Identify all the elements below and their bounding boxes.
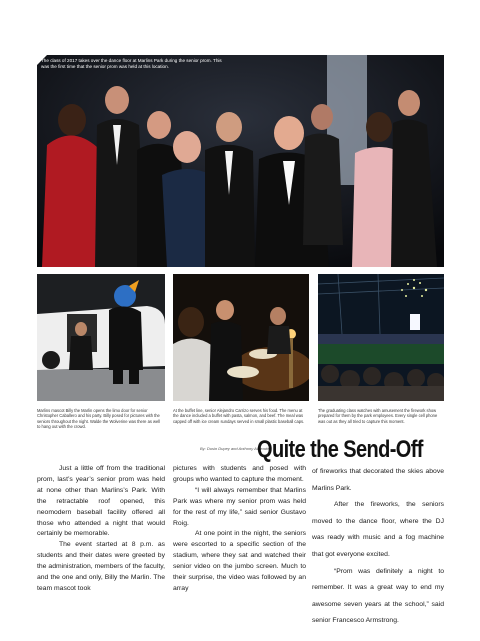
fireworks-caption: The graduating class watches with amusement the firework show prepared for them by the park employees. Every single cell phone was out as they all tried to capture this moment. xyxy=(318,408,438,424)
paragraph: The event started at 8 p.m. as students and their dates were greeted by the administration, members of the faculty, and the one and only, Billy the Marlin. The team mascot took xyxy=(37,541,165,592)
article-column-3 xyxy=(312,464,444,630)
article-column-2 xyxy=(173,464,306,595)
paragraph: “I will always remember that Marlins Park was where my senior prom was held for the rest of my life,” said senior Gustavo Roig. xyxy=(173,486,306,527)
dance-floor-image xyxy=(37,55,444,267)
hero-caption: The class of 2017 takes over the dance floor at Marlins Park during the senior prom. This was the first time that the senior prom was held at this location. xyxy=(41,58,222,69)
paragraph: At one point in the night, the seniors were escorted to a specific section of the stadium, where they sat and watched their senior video on the jumbo screen. Much to their surprise, the video was followed by an array xyxy=(173,530,306,592)
limo-mascot-image xyxy=(37,274,165,401)
fireworks-crowd-image xyxy=(318,274,444,401)
byline: By: Dusin Dupey and Anthony Abreadez xyxy=(200,446,272,451)
buffet-caption: At the buffet line, senior Alejandro Carrizo serves his food. The menu at the dance included a buffet with pasta, salmon, and beef. The meal was capped off with ice cream sundays served in small plastic baseball caps. xyxy=(173,408,305,424)
article-column-1 xyxy=(37,464,165,595)
paragraph: “Prom was definitely a night to remember. It was a great way to end my awesome seven years at the school,” said senior Francesco Armstrong. xyxy=(312,567,444,625)
buffet-line-image xyxy=(173,274,309,401)
headline: Quite the Send-Off xyxy=(257,437,423,464)
paragraph: Just a little off from the traditional prom, last’s year’s senior prom was held at none other than Marlins’s Park. With the retractable roof opened, this neomodern baseball facility offered all those who attended a night that would certainly be memorable. xyxy=(37,465,165,538)
limo-caption: Marlins mascot Billy the Marlin opens the limo door for senior Christopher Caballero and his party. Billy posed for pictures with the seniors throughout the night. Walde the Wolverine was there as well to hang out with the crowd. xyxy=(37,408,161,430)
hero-photo xyxy=(37,55,444,267)
fireworks-photo xyxy=(318,274,444,401)
paragraph: After the fireworks, the seniors moved to the dance floor, where the DJ was ready with music and a fog machine that got everyone excited. xyxy=(312,501,444,558)
paragraph: pictures with students and posed with groups who wanted to capture the moment. xyxy=(173,465,306,483)
limo-photo xyxy=(37,274,165,401)
paragraph: of fireworks that decorated the skies above Marlins Park. xyxy=(312,468,444,492)
buffet-photo xyxy=(173,274,309,401)
